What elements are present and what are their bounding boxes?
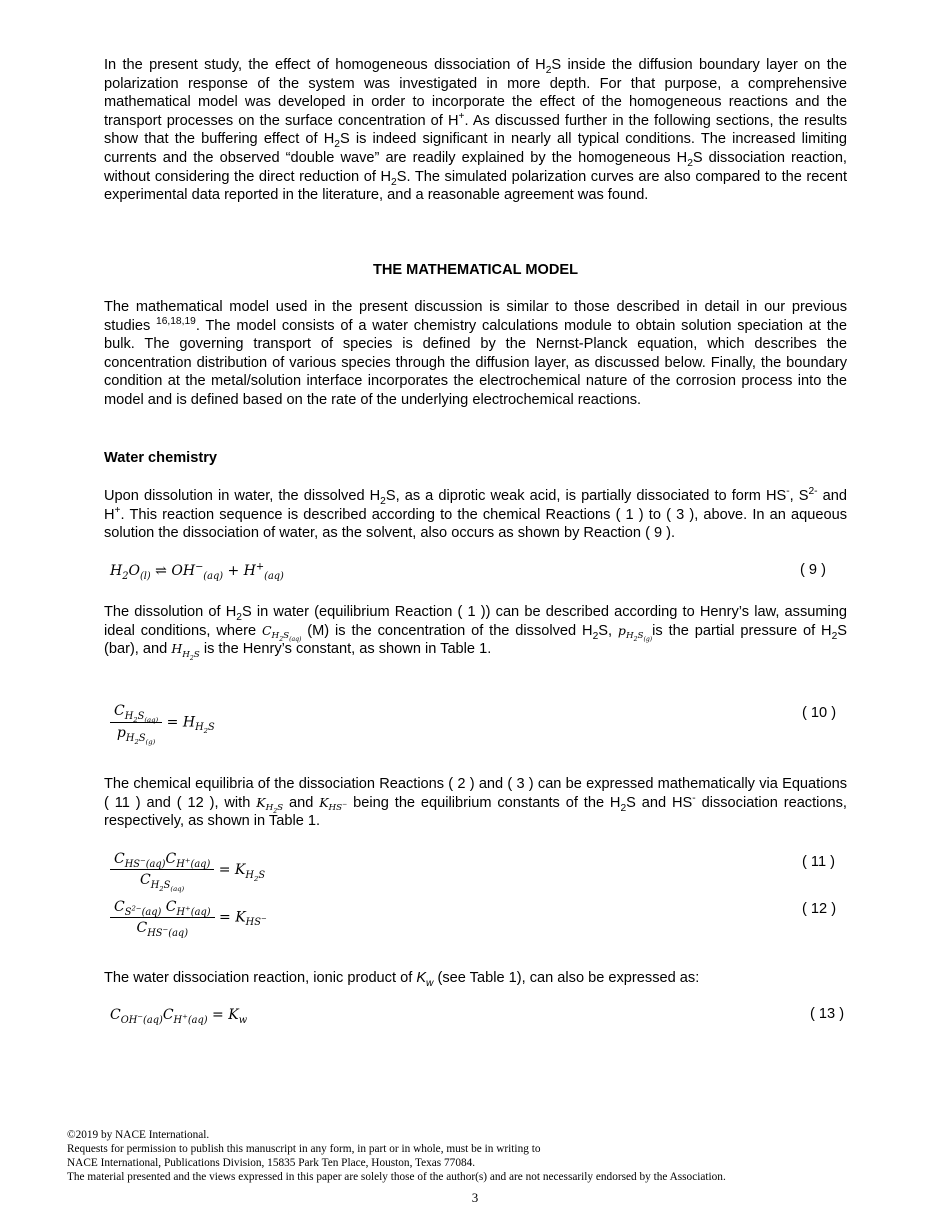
henry-paragraph: The dissolution of $H_2S$ in water (equilibrium Reaction ( 1 )) can be described according to Henry’s law, assuming ideal conditions, where $C_{H_2S_{(aq)}}$ (M) is the concentration of the dissolved $H_2S$, $p_{H_2S_{(g)}}is$ the partial pressure of $H_2S$ (bar), and $H_{H_2S}$ is the Henry’s constant, as shown in Table 1. [104, 604, 848, 662]
footer-line: The material presented and the views expressed in this paper are solely those of the author(s) and are not necessarily endorsed by the Association. [67, 1170, 726, 1183]
water-chemistry-paragraph: Upon dissolution in water, the dissolved $H_2S$, as a diprotic weak acid, is partially dissociated to form HS-, $S^{2-}$ and H+. This reaction sequence is described according to the chemical Reactions ( 1 ) to ( 3 ), above. In an aqueous solution the dissociation of water, as the solvent, also occurs as shown by Reaction ( 9 ). [104, 486, 848, 542]
copyright-footer [67, 1129, 883, 1185]
footer-line: NACE International, Publications Division, 15835 Park Ten Place, Houston, Texas 77084. [67, 1156, 476, 1169]
equation-9-number: ( 9 ) [800, 562, 826, 578]
equation-13: $C_{OH^-(aq)}C_{H^+(aq)} = K_w$ [110, 1007, 248, 1026]
page-number: 3 [471, 1190, 479, 1205]
equilibria-paragraph: The chemical equilibria of the dissociation Reactions ( 2 ) and ( 3 ) can be expressed mathematically via Equations ( 11 ) and ( 12 ), with $K_{H_2S}$ and $K_{HS^-}$ being the equilibrium constants of the $H_2S$ and HS- dissociation reactions, respectively, as shown in Table 1. [104, 776, 847, 830]
subsection-title: Water chemistry [104, 450, 218, 466]
section-title: THE MATHEMATICAL MODEL [372, 262, 579, 278]
equation-11-number: ( 11 ) [802, 854, 835, 870]
footer-line: Requests for permission to publish this manuscript in any form, in part or in whole, must be in writing to [67, 1142, 541, 1155]
footer-line: ©2019 by NACE International. [67, 1129, 210, 1141]
intro-paragraph: In the present study, the effect of homogeneous dissociation of $H_2S$ inside the diffusion boundary layer on the polarization response of the system was investigated in more depth. For that purpose, a comprehensive mathematical model was developed in order to incorporate the effect of the homogeneous reactions and the transport processes on the surface concentration of H+. As discussed further in the following sections, the results show that the buffering effect of $H_2S$ is indeed significant in nearly all typical conditions. The increased limiting currents and the observed “double wave” are readily explained by the homogeneous $H_2S$ dissociation reaction, without considering the direct reduction of $H_2S$. The simulated polarization curves are also compared to the recent experimental data reported in the literature, and a reasonable agreement was found. [104, 57, 847, 204]
equation-10-number: ( 10 ) [802, 705, 837, 721]
equation-11: $\frac{C_{HS^-(aq)}C_{H^+(aq)}}{C_{H_2S_{(aq)}}}$ = $K_{H_2S}$ [110, 851, 265, 889]
model-paragraph: The mathematical model used in the present discussion is similar to those described in detail in our previous studies $^{16,18,19}$. The model consists of a water chemistry calculations module to obtain solution speciation at the bulk. The governing transport of species is defined by the Nernst-Planck equation, which describes the concentration distribution of various species through the diffusion layer, as discussed below. Finally, the boundary condition at the metal/solution interface incorporates the electrochemical nature of the corrosion process into the model and is defined based on the rate of the underlying electrochemical reactions. [104, 299, 847, 408]
equation-13-number: ( 13 ) [810, 1006, 845, 1022]
kw-paragraph: The water dissociation reaction, ionic product of $K_w$ (see Table 1), can also be expressed as: [104, 970, 700, 989]
equation-12: $\frac{C_{S^{2-}(aq)} C_{H^+(aq)}}{C_{HS^-(aq)}}$ = $K_{HS^-}$ [110, 899, 267, 936]
equation-9: $H_2O_{(l)}$ ⇌ $OH^-_{(aq)} + H^+_{(aq)}$ [110, 561, 284, 582]
citation-refs: 16,18,19 [156, 315, 196, 327]
equation-12-number: ( 12 ) [802, 901, 837, 917]
equation-10: $\frac{C_{H_2S_{(aq)}}}{p_{H_2S_{(g)}}}$ = $H_{H_2S}$ [110, 703, 215, 742]
